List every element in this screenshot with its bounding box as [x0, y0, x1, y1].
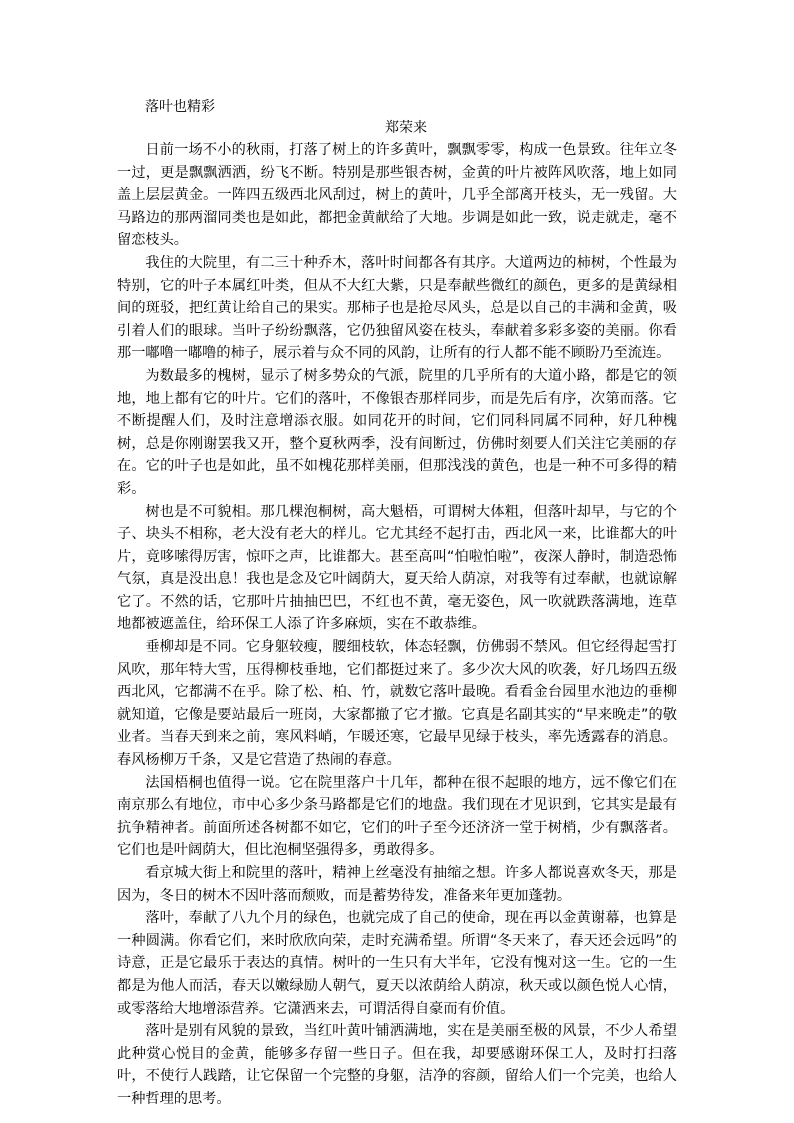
paragraph-1: 日前一场不小的秋雨，打落了树上的许多黄叶，飘飘零零，构成一色景致。往年立冬一过，更是飘飘洒洒，纷飞不断。特别是那些银杏树，金黄的叶片被阵风吹落，地上如同盖上层层黄金。一阵四五级西北风刮过，树上的黄叶，几乎全部离开枝头，无一残留。大马路边的那两溜同类也是如此，都把金黄献给了大地。步调是如此一致，说走就走，毫不留恋枝头。	[117, 142, 677, 249]
paragraph-3: 为数最多的槐树，显示了树多势众的气派，院里的几乎所有的大道小路，都是它的领地，地上都有它的叶片。它们的落叶，不像银杏那样同步，而是先后有序，次第而落。它不断提醒人们，及时注意增添衣服。如同花开的时间，它们同科同属不同种，好几种槐树，总是你刚谢罢我又开，整个夏秋两季，没有间断过，仿佛时刻要人们关注它美丽的存在。它的叶子也是如此，虽不如槐花那样美丽，但那浅浅的黄色，也是一种不可多得的精彩。	[117, 367, 677, 497]
paragraph-5: 垂柳却是不同。它身躯较瘦，腰细枝软，体态轻飘，仿佛弱不禁风。但它经得起雪打风吹，那年特大雪，压得柳枝垂地，它们都挺过来了。多少次大风的吹袭，好几场四五级西北风，它都满不在乎。除了松、柏、竹，就数它落叶最晚。看看金台园里水池边的垂柳就知道，它像是要站最后一班岗，大家都撤了它才撤。它真是名副其实的“早来晚走”的敬业者。当春天到来之前，寒风料峭，乍暖还寒，它最早见绿于枝头，率先透露春的消息。春风杨柳万千条，又是它营造了热闹的春意。	[117, 639, 677, 769]
paragraph-2: 我住的大院里，有二三十种乔木，落叶时间都各有其序。大道两边的柿树，个性最为特别，它的叶子本属红叶类，但从不大红大紫，只是奉献些微红的颜色，更多的是黄绿相间的斑驳，把红黄让给自己的果实。那柿子也是抢尽风头，总是以自己的丰满和金黄，吸引着人们的眼球。当叶子纷纷飘落，它仍独留风姿在枝头，奉献着多彩多姿的美丽。你看那一嘟噜一嘟噜的柿子，展示着与众不同的风韵，让所有的行人都不能不顾盼乃至流连。	[117, 254, 677, 362]
paragraph-4: 树也是不可貌相。那几棵泡桐树，高大魁梧，可谓树大体粗，但落叶却早，与它的个子、块头不相称，老大没有老大的样儿。它尤其经不起打击，西北风一来，比谁都大的叶片，竟哆嗦得厉害，惊吓之声，比谁都大。甚至高叫“怕啦怕啦”，夜深人静时，制造恐怖气氛，真是没出息！我也是念及它叶阔荫大，夏天给人荫凉，对我等有过奉献，也就谅解它了。不然的话，它那叶片抽抽巴巴，不红也不黄，毫无姿色，风一吹就跌落满地，连草地都被遮盖住，给环保工人添了许多麻烦，实在不敢恭维。	[117, 503, 677, 633]
paragraph-6: 法国梧桐也值得一说。它在院里落户十几年，都种在很不起眼的地方，远不像它们在南京那么有地位，市中心多少条马路都是它们的地盘。我们现在才见识到，它其实是最有抗争精神者。前面所述各树都不如它，它们的叶子至今还济济一堂于树梢，少有飘落者。它们也是叶阔荫大，但比泡桐坚强得多，勇敢得多。	[117, 774, 677, 859]
article-author: 郑荣来	[385, 120, 427, 136]
article	[117, 96, 677, 1111]
paragraph-9: 落叶是别有风貌的景致，当红叶黄叶铺洒满地，实在是美丽至极的风景，不少人希望此种赏心悦目的金黄，能够多存留一些日子。但在我，却要感谢环保工人，及时打扫落叶，不使行人践踏，让它保留一个完整的身躯，洁净的容颜，留给人们一个完美，也给人一种哲理的思考。	[117, 1023, 677, 1107]
article-title: 落叶也精彩	[145, 99, 215, 115]
paragraph-7: 看京城大街上和院里的落叶，精神上丝毫没有抽缩之想。许多人都说喜欢冬天，那是因为，冬日的树木不因叶落而颓败，而是蓄势待发，准备来年更加蓬勃。	[117, 865, 677, 904]
paragraph-8: 落叶，奉献了八九个月的绿色，也就完成了自己的使命，现在再以金黄谢幕，也算是一种圆满。你看它们，来时欣欣向荣，走时充满希望。所谓“冬天来了，春天还会远吗”的诗意，正是它最乐于表达的真情。树叶的一生只有大半年，它没有愧对这一生。它的一生都是为他人而活，春天以嫩绿励人朝气，夏天以浓荫给人荫凉，秋天或以颜色悦人心情，或零落给大地增添营养。它潇洒来去，可谓活得自豪而有价值。	[117, 910, 677, 1017]
